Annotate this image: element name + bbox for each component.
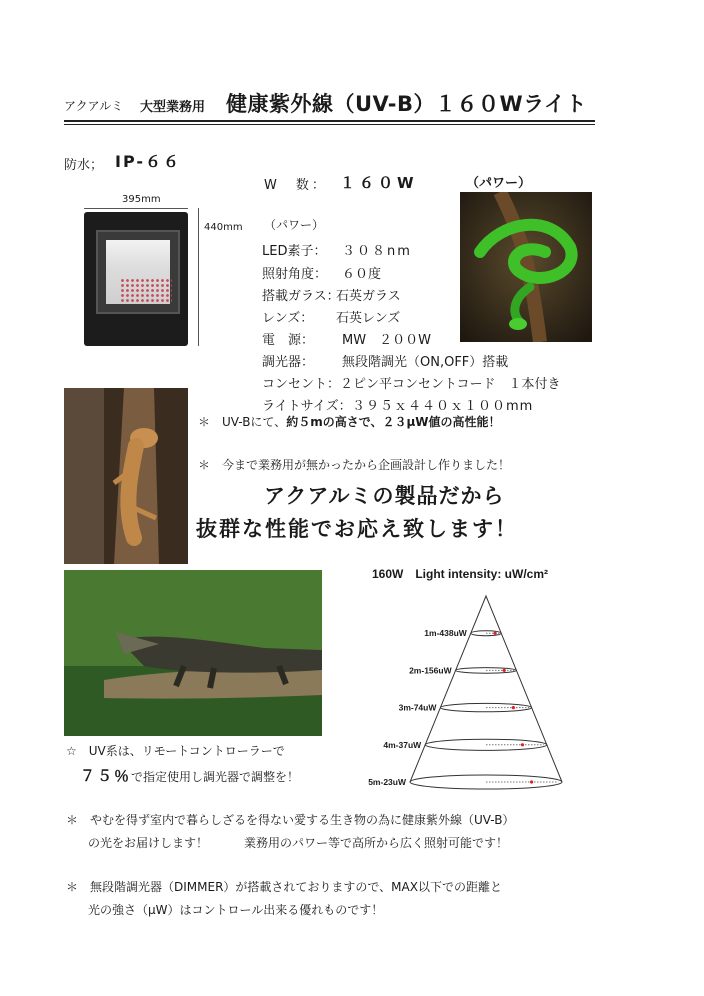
light-fixture-image (84, 212, 188, 346)
waterproof-label: 防水； (64, 158, 104, 173)
spec-value-lens: 石英レンズ (336, 311, 401, 326)
remote-percent: ７５％ (80, 767, 132, 785)
spec-label-led: LED素子： (262, 244, 327, 259)
light-intensity-cone (356, 556, 588, 796)
fixture-led-array (120, 278, 172, 304)
brand-name: アクアルミ (64, 99, 124, 113)
spec-value-power: MW ２００W (342, 333, 431, 348)
cone-outline (410, 596, 562, 782)
alligator-illustration (64, 570, 322, 736)
note-1-line-1: ＊ やむを得ず室内で暮らしざるを得ない愛する生き物の為に健康紫外線（UV-B） (66, 813, 515, 827)
fixture-height-line (198, 208, 199, 346)
fixture-height-label: 440mm (204, 222, 243, 233)
lizard-illustration (64, 388, 188, 564)
spec-label-outlet: コンセント： (262, 377, 341, 392)
waterproof-rating: IP-６６ (115, 152, 182, 171)
cone-marker-2m (503, 669, 506, 672)
remote-note-rest: で指定使用し調光器で調整を！ (131, 770, 300, 784)
cone-label-5m: 5m-23uW (368, 777, 406, 787)
spec-value-size: ３９５ｘ４４０ｘ１００mm (352, 399, 534, 414)
cone-label-2m: 2m-156uW (409, 665, 452, 676)
cone-label-3m: 3m-74uW (398, 702, 437, 713)
cone-marker-1m (494, 632, 497, 635)
snake-photo (460, 192, 592, 342)
slogan-line-2: 抜群な性能でお応え致します！ (196, 517, 518, 541)
cone-marker-3m (512, 706, 515, 709)
spec-value-outlet: ２ピン平コンセントコード １本付き (340, 377, 561, 392)
snake-illustration (460, 192, 592, 342)
spec-value-angle: ６０度 (342, 267, 382, 282)
alligator-photo (64, 570, 322, 736)
spec-label-power: 電 源： (262, 333, 315, 348)
product-category: 大型業務用 (140, 100, 206, 115)
spec-value-led: ３０８nm (342, 244, 412, 259)
fixture-width-line (84, 208, 188, 209)
bullet-performance-highlight: 約５mの高さで、２３μW値の高性能！ (286, 415, 501, 429)
fixture-lens (106, 240, 170, 304)
spec-label-angle: 照射角度： (262, 267, 328, 282)
light-intensity-chart (356, 556, 588, 796)
title-divider-thin (64, 124, 595, 125)
cone-marker-5m (530, 780, 533, 783)
cone-label-1m: 1m-438uW (424, 628, 467, 639)
remote-note-line-2 (80, 765, 299, 786)
spec-label-size: ライトサイズ： (262, 399, 352, 414)
cone-label-4m: 4m-37uW (383, 739, 422, 750)
spec-value-glass: 石英ガラス (336, 289, 401, 304)
fixture-frame (96, 230, 180, 314)
bullet-performance (198, 413, 501, 430)
title-divider (64, 120, 595, 122)
fixture-width-label: 395mm (122, 194, 161, 205)
spec-label-lens: レンズ： (262, 311, 314, 326)
lizard-photo (64, 388, 188, 564)
page-title: 健康紫外線（UV-B）１６０Wライト (226, 92, 588, 116)
wattage-value: １６０W (340, 174, 418, 192)
spec-value-dimmer: 無段階調光（ON,OFF）搭載 (342, 355, 509, 370)
spec-label-dimmer: 調光器： (262, 355, 315, 370)
spec-label-glass: 搭載ガラス： (262, 289, 340, 304)
note-2-line-2: 光の強さ（μW）はコントロール出来る優れものです！ (88, 903, 384, 917)
slogan-line-1: アクアルミの製品だから (264, 484, 505, 508)
wattage-label: W 数： (264, 178, 328, 193)
note-2-line-1: ＊ 無段階調光器（DIMMER）が搭載されておりますので、MAX以下での距離と (66, 880, 502, 894)
chart-title: 160W Light intensity: uW/cm² (372, 567, 549, 581)
bullet-performance-prefix: ＊ UV-Bにて、 (198, 415, 287, 429)
note-1-line-2: の光をお届けします！ 業務用のパワー等で高所から広く照射可能です！ (88, 836, 509, 850)
power-caption-mid: （パワー） (264, 218, 325, 232)
remote-note-line-1: ☆ UV系は、リモートコントローラーで (66, 744, 285, 758)
power-caption: （パワー） (466, 176, 532, 191)
cone-marker-4m (521, 743, 524, 746)
bullet-design: ＊ 今まで業務用が無かったから企画設計し作りました！ (198, 458, 511, 472)
